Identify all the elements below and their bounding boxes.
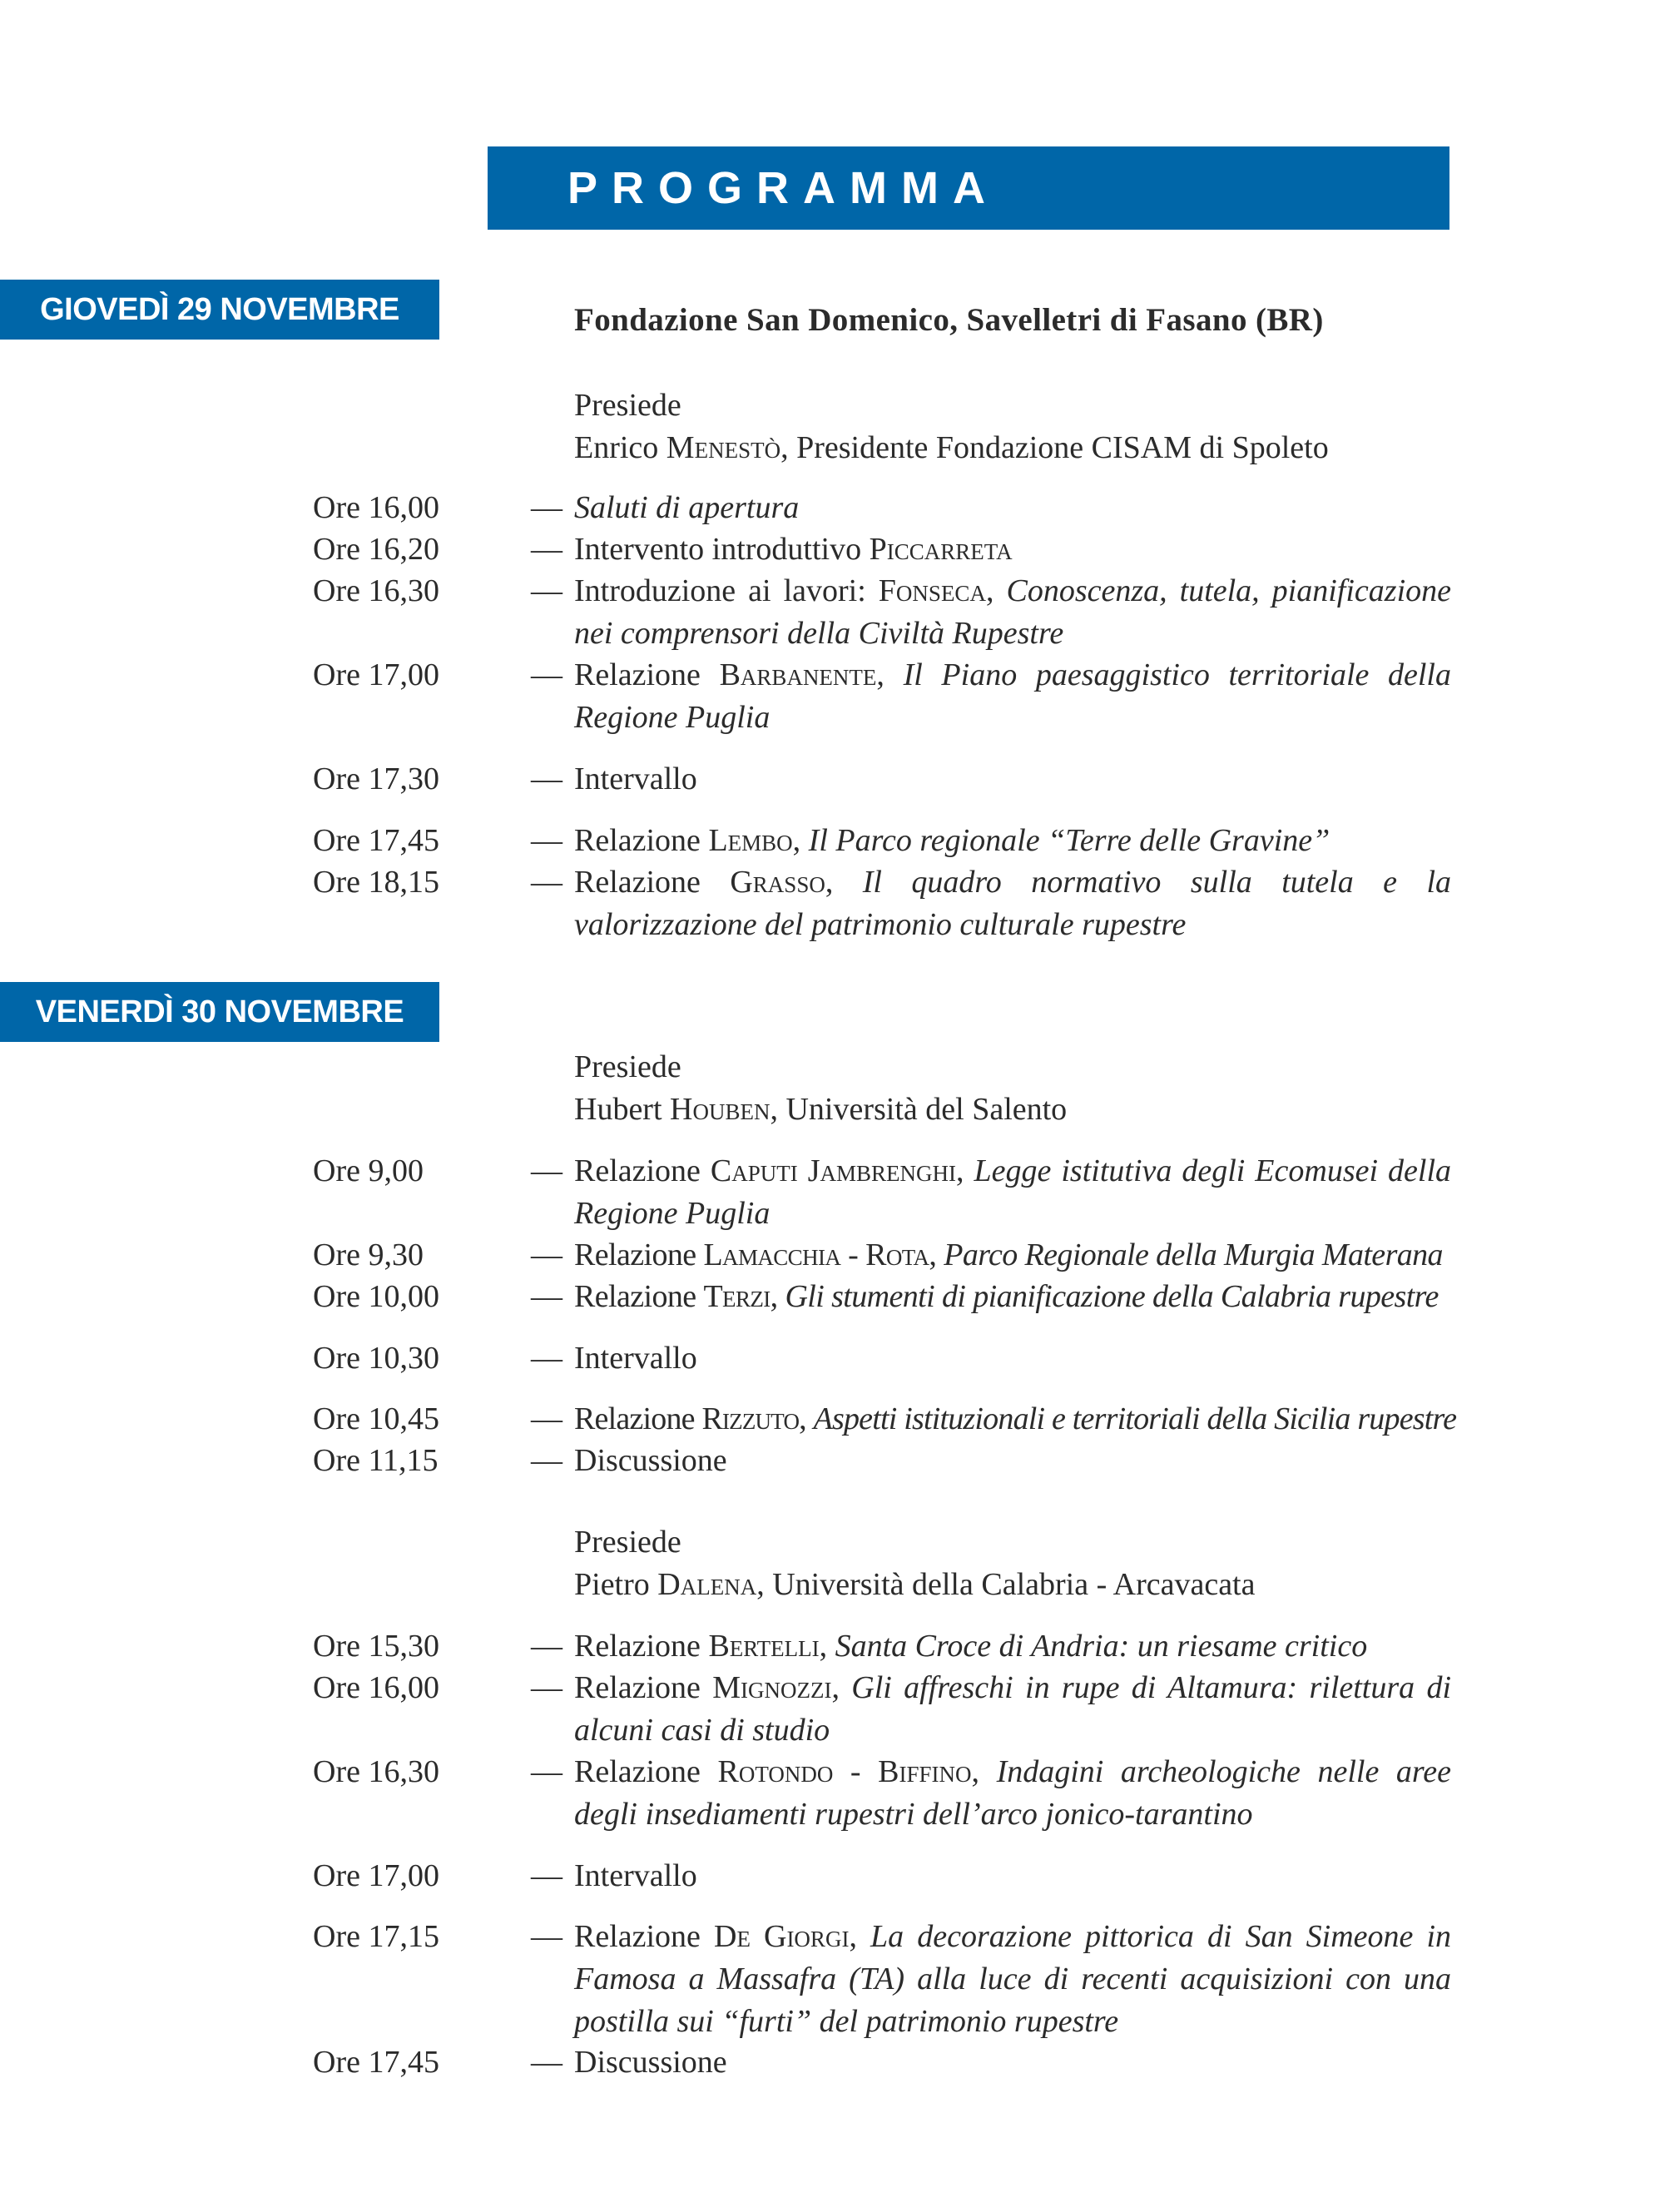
- item-prefix: Introduzione ai lavori:: [574, 573, 879, 608]
- item-text: [574, 1625, 1451, 1668]
- time: Ore 16,00: [313, 490, 439, 525]
- item-title: Indagini archeologiche nelle aree degli insediamenti rupestri dell’arco jonico-tarantino: [574, 1754, 1452, 1832]
- chair-block: [574, 1521, 1255, 1606]
- dash: —: [531, 1858, 562, 1893]
- separator: ,: [799, 1401, 814, 1436]
- venue: Fondazione San Domenico, Savelletri di Fasano (BR): [574, 302, 1324, 338]
- chair-line: [574, 427, 1329, 469]
- item-prefix: Relazione: [574, 657, 720, 692]
- time: Ore 16,20: [313, 532, 439, 567]
- time: Ore 17,00: [313, 1858, 439, 1893]
- item-prefix: Discussione: [574, 2045, 727, 2080]
- dash: —: [531, 1401, 562, 1436]
- dash: —: [531, 1341, 562, 1376]
- presiede-label: Presiede: [574, 1525, 681, 1560]
- item-title: Il Piano paesaggistico territoriale della Regione Puglia: [574, 657, 1451, 735]
- item-prefix: Relazione: [574, 1754, 718, 1789]
- speaker-name: Lamacchia - Rota: [703, 1237, 929, 1272]
- item-text: [574, 861, 1451, 946]
- speaker-name: Grasso: [730, 865, 825, 900]
- separator: ,: [792, 823, 809, 858]
- item-text: [574, 1440, 1451, 1482]
- item-text: [574, 1276, 1451, 1318]
- item-text: [574, 820, 1451, 862]
- chair-last-name: Dalena: [657, 1567, 757, 1602]
- speaker-name: Lembo: [708, 823, 793, 858]
- separator: ,: [971, 1754, 997, 1789]
- speaker-name: De Giorgi: [714, 1919, 850, 1954]
- item-title: Aspetti istituzionali e territoriali della Sicilia rupestre: [813, 1401, 1457, 1436]
- time: Ore 16,30: [313, 573, 439, 608]
- separator: ,: [849, 1919, 871, 1954]
- chair-last-name: Menestò: [666, 430, 781, 465]
- separator: ,: [985, 573, 1007, 608]
- time: Ore 10,45: [313, 1401, 439, 1436]
- chair-line: [574, 1564, 1255, 1606]
- item-prefix: Relazione: [574, 1401, 702, 1436]
- speaker-name: Piccarreta: [869, 532, 1013, 567]
- item-prefix: Intervallo: [574, 1858, 697, 1893]
- dash: —: [531, 490, 562, 525]
- item-text: [574, 654, 1451, 739]
- dash: —: [531, 1153, 562, 1188]
- item-text: [574, 1916, 1451, 2043]
- program-title: PROGRAMMA: [567, 163, 999, 213]
- separator: ,: [956, 1153, 974, 1188]
- time: Ore 10,00: [313, 1279, 439, 1314]
- separator: ,: [876, 657, 904, 692]
- time: Ore 10,30: [313, 1341, 439, 1376]
- item-text: [574, 1234, 1451, 1277]
- item-title: Il quadro normativo sulla tutela e la valorizzazione del patrimonio culturale rupestre: [574, 865, 1452, 942]
- time: Ore 17,45: [313, 823, 439, 858]
- time: Ore 16,00: [313, 1670, 439, 1705]
- time: Ore 16,30: [313, 1754, 439, 1789]
- dash: —: [531, 823, 562, 858]
- dash: —: [531, 1670, 562, 1705]
- item-prefix: Relazione: [574, 1629, 709, 1664]
- chair-affiliation: , Presidente Fondazione CISAM di Spoleto: [780, 430, 1329, 465]
- item-title: Il Parco regionale “Terre delle Gravine”: [808, 823, 1330, 858]
- item-title: Conoscenza, tutela, pianificazione nei comprensori della Civiltà Rupestre: [574, 573, 1451, 651]
- speaker-name: Mignozzi: [712, 1670, 832, 1705]
- time: Ore 11,15: [313, 1443, 439, 1478]
- chair-last-name: Houben: [670, 1092, 771, 1127]
- time: Ore 17,15: [313, 1919, 439, 1954]
- time: Ore 17,30: [313, 761, 439, 796]
- item-text: [574, 487, 1451, 529]
- speaker-name: Terzi: [703, 1279, 771, 1314]
- chair-first-name: Hubert: [574, 1092, 662, 1127]
- item-prefix: Discussione: [574, 1443, 727, 1478]
- presiede-label: Presiede: [574, 1049, 681, 1084]
- item-text: [574, 1751, 1451, 1836]
- dash: —: [531, 1237, 562, 1272]
- dash: —: [531, 532, 562, 567]
- item-title: La decorazione pittorica di San Simeone in Famosa a Massafra (TA) alla luce di recenti acquisizioni con una postilla sui “furti” del patrimonio rupestre: [574, 1919, 1451, 2039]
- separator: ,: [819, 1629, 835, 1664]
- item-title: Saluti di apertura: [574, 490, 800, 525]
- item-prefix: Relazione: [574, 1237, 704, 1272]
- chair-line: [574, 1089, 1067, 1131]
- time: Ore 17,45: [313, 2045, 439, 2080]
- item-title: Legge istitutiva degli Ecomusei della Regione Puglia: [574, 1153, 1451, 1231]
- dash: —: [531, 761, 562, 796]
- speaker-name: Bertelli: [708, 1629, 820, 1664]
- item-prefix: Relazione: [574, 1919, 714, 1954]
- dash: —: [531, 1629, 562, 1664]
- dash: —: [531, 2045, 562, 2080]
- item-prefix: Relazione: [574, 1670, 713, 1705]
- chair-block: [574, 384, 1329, 469]
- item-prefix: Relazione: [574, 823, 709, 858]
- speaker-name: Rotondo - Biffino: [717, 1754, 972, 1789]
- item-prefix: Intervallo: [574, 761, 697, 796]
- speaker-name: Rizzuto: [701, 1401, 800, 1436]
- chair-affiliation: , Università della Calabria - Arcavacata: [756, 1567, 1256, 1602]
- day-header-thursday: [0, 280, 439, 340]
- presiede-label: Presiede: [574, 388, 681, 423]
- dash: —: [531, 865, 562, 900]
- item-prefix: Relazione: [574, 1279, 704, 1314]
- dash: —: [531, 1919, 562, 1954]
- chair-affiliation: , Università del Salento: [770, 1092, 1068, 1127]
- separator: ,: [929, 1237, 944, 1272]
- chair-first-name: Enrico: [574, 430, 659, 465]
- day-label: VENERDÌ 30 NOVEMBRE: [35, 994, 404, 1029]
- separator: ,: [831, 1670, 852, 1705]
- time: Ore 9,00: [313, 1153, 424, 1188]
- item-prefix: Intervento introduttivo: [574, 532, 870, 567]
- item-text: [574, 570, 1451, 655]
- speaker-name: Caputi Jambrenghi: [710, 1153, 957, 1188]
- time: Ore 18,15: [313, 865, 439, 900]
- item-prefix: Relazione: [574, 1153, 711, 1188]
- time: Ore 9,30: [313, 1237, 424, 1272]
- time: Ore 15,30: [313, 1629, 439, 1664]
- item-text: [574, 758, 1451, 801]
- item-prefix: Intervallo: [574, 1341, 697, 1376]
- separator: ,: [770, 1279, 785, 1314]
- item-text: [574, 1337, 1451, 1380]
- item-title: Parco Regionale della Murgia Materana: [944, 1237, 1443, 1272]
- chair-first-name: Pietro: [574, 1567, 650, 1602]
- item-text: [574, 1150, 1451, 1235]
- dash: —: [531, 1279, 562, 1314]
- item-text: [574, 1398, 1457, 1441]
- day-label: GIOVEDÌ 29 NOVEMBRE: [40, 292, 399, 327]
- item-prefix: Relazione: [574, 865, 731, 900]
- dash: —: [531, 573, 562, 608]
- speaker-name: Fonseca: [878, 573, 986, 608]
- item-text: [574, 528, 1451, 571]
- dash: —: [531, 1443, 562, 1478]
- dash: —: [531, 657, 562, 692]
- speaker-name: Barbanente: [719, 657, 877, 692]
- item-title: Gli stumenti di pianificazione della Calabria rupestre: [785, 1279, 1439, 1314]
- time: Ore 17,00: [313, 657, 439, 692]
- item-title: Gli affreschi in rupe di Altamura: rilettura di alcuni casi di studio: [574, 1670, 1452, 1748]
- item-title: Santa Croce di Andria: un riesame critico: [835, 1629, 1368, 1664]
- chair-block: [574, 1046, 1067, 1131]
- separator: ,: [825, 865, 863, 900]
- day-header-friday: [0, 982, 439, 1042]
- item-text: [574, 1667, 1451, 1752]
- dash: —: [531, 1754, 562, 1789]
- program-title-banner: [488, 146, 1449, 230]
- item-text: [574, 2041, 1451, 2084]
- item-text: [574, 1855, 1451, 1897]
